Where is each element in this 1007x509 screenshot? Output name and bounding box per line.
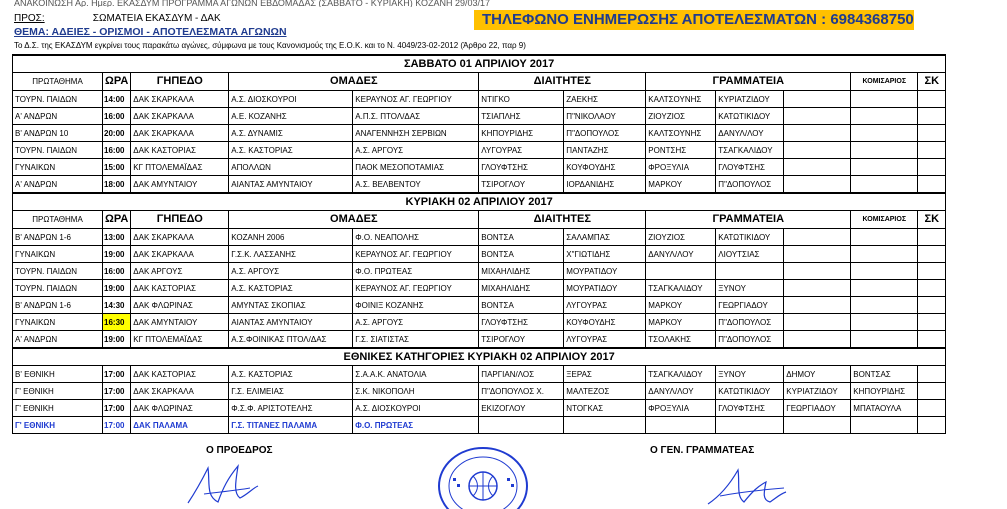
match-row	[13, 159, 946, 176]
secretary-3-cell	[784, 91, 851, 108]
commissioner-cell	[851, 331, 918, 349]
secretary-2-cell: ΞΥΝΟΥ	[716, 366, 784, 383]
secretary-1-cell: ΚΑΛΤΣΟΥΝΗΣ	[646, 125, 716, 142]
away-team-cell: ΚΕΡΑΥΝΟΣ ΑΓ. ΓΕΩΡΓΙΟΥ	[353, 246, 479, 263]
match-row	[13, 331, 946, 349]
referee-1-cell: ΒΟΝΤΣΑ	[479, 297, 564, 314]
referee-1-cell: ΒΟΝΤΣΑ	[479, 229, 564, 246]
col-referees: ΔΙΑΙΤΗΤΕΣ	[479, 73, 646, 91]
championship-cell: Γ' ΕΘΝΙΚΗ	[13, 383, 103, 400]
secretary-1-cell: ΦΡΟΞΥΛΙΑ	[646, 400, 716, 417]
home-team-cell: Α.Σ. ΚΑΣΤΟΡΙΑΣ	[229, 366, 353, 383]
secretary-2-cell: Π"ΔΟΠΟΥΛΟΣ	[716, 314, 784, 331]
col-championship: ΠΡΩΤΑΘΗΜΑ	[13, 73, 103, 91]
away-team-cell: Φ.Ο. ΝΕΑΠΟΛΗΣ	[353, 229, 479, 246]
secretary-3-cell	[784, 417, 851, 434]
col-secretariat: ΓΡΑΜΜΑΤΕΙΑ	[646, 73, 851, 91]
venue-cell: ΔΑΚ ΣΚΑΡΚΑΛΑ	[131, 125, 229, 142]
referee-1-cell: ΜΙΧΑΗΛΙΔΗΣ	[479, 280, 564, 297]
venue-cell: ΔΑΚ ΦΛΩΡΙΝΑΣ	[131, 297, 229, 314]
referee-2-cell: Π"ΔΟΠΟΥΛΟΣ	[564, 125, 646, 142]
secretary-2-cell: ΓΕΩΡΓΙΑΔΟΥ	[716, 297, 784, 314]
commissioner-cell: ΜΠΑΤΑΟΥΛΑ	[851, 400, 918, 417]
score-cell	[918, 417, 946, 434]
score-cell	[918, 297, 946, 314]
results-phone-banner: ΤΗΛΕΦΩΝΟ ΕΝΗΜΕΡΩΣΗΣ ΑΠΟΤΕΛΕΣΜΑΤΩΝ : 6984368750	[474, 10, 914, 30]
section-title: ΣΑΒΒΑΤΟ 01 ΑΠΡΙΛΙΟΥ 2017	[13, 55, 946, 73]
secretary-3-cell	[784, 263, 851, 280]
col-venue: ΓΗΠΕΔΟ	[131, 211, 229, 229]
secretary-2-cell: ΔΑΝΥΛ/ΛΟΥ	[716, 125, 784, 142]
commissioner-cell	[851, 314, 918, 331]
secretary-3-cell: ΚΥΡΙΑΤΖΙΔΟΥ	[784, 383, 851, 400]
col-time: ΩΡΑ	[103, 211, 131, 229]
match-row	[13, 366, 946, 383]
venue-cell: ΔΑΚ ΣΚΑΡΚΑΛΑ	[131, 91, 229, 108]
commissioner-cell	[851, 142, 918, 159]
score-cell	[918, 331, 946, 349]
home-team-cell: Γ.Σ. ΤΙΤΑΝΕΣ ΠΑΛΑΜΑ	[229, 417, 353, 434]
referee-2-cell: ΚΟΥΦΟΥΔΗΣ	[564, 314, 646, 331]
secretary-3-cell	[784, 108, 851, 125]
col-score: ΣΚ	[918, 73, 946, 91]
referee-2-cell: ΣΑΛΑΜΠΑΣ	[564, 229, 646, 246]
referee-2-cell: ΜΟΥΡΑΤΙΔΟΥ	[564, 263, 646, 280]
venue-cell: ΔΑΚ ΠΑΛΑΜΑ	[131, 417, 229, 434]
home-team-cell: Α.Σ.ΦΟΙΝΙΚΑΣ ΠΤΟΛ/ΔΑΣ	[229, 331, 353, 349]
championship-cell: ΓΥΝΑΙΚΩΝ	[13, 246, 103, 263]
secretary-2-cell: ΞΥΝΟΥ	[716, 280, 784, 297]
referee-2-cell: ΞΕΡΑΣ	[564, 366, 646, 383]
away-team-cell: Φ.Ο. ΠΡΩΤΕΑΣ	[353, 417, 479, 434]
score-cell	[918, 176, 946, 194]
referee-2-cell: ΜΑΛΤΕΖΟΣ	[564, 383, 646, 400]
home-team-cell: ΑΙΑΝΤΑΣ ΑΜΥΝΤΑΙΟΥ	[229, 176, 353, 194]
championship-cell: Α' ΑΝΔΡΩΝ	[13, 331, 103, 349]
col-time: ΩΡΑ	[103, 73, 131, 91]
venue-cell: ΔΑΚ ΣΚΑΡΚΑΛΑ	[131, 108, 229, 125]
away-team-cell: Α.Σ. ΔΙΟΣΚΟΥΡΟΙ	[353, 400, 479, 417]
match-row	[13, 91, 946, 108]
col-venue: ΓΗΠΕΔΟ	[131, 73, 229, 91]
secretary-label: Ο ΓΕΝ. ΓΡΑΜΜΑΤΕΑΣ	[650, 445, 755, 456]
score-cell	[918, 229, 946, 246]
away-team-cell: Α.Σ. ΑΡΓΟΥΣ	[353, 314, 479, 331]
championship-cell: ΤΟΥΡΝ. ΠΑΙΔΩΝ	[13, 142, 103, 159]
home-team-cell: Γ.Σ.Κ. ΛΑΣΣΑΝΗΣ	[229, 246, 353, 263]
home-team-cell: Α.Σ. ΑΡΓΟΥΣ	[229, 263, 353, 280]
time-cell: 19:00	[103, 246, 131, 263]
commissioner-cell	[851, 108, 918, 125]
away-team-cell: ΑΝΑΓΕΝΝΗΣΗ ΣΕΡΒΙΩΝ	[353, 125, 479, 142]
venue-cell: ΚΓ ΠΤΟΛΕΜΑΪΔΑΣ	[131, 159, 229, 176]
secretary-3-cell: ΓΕΩΡΓΙΑΔΟΥ	[784, 400, 851, 417]
secretary-2-cell: Π"ΔΟΠΟΥΛΟΣ	[716, 176, 784, 194]
secretary-2-cell: Π"ΔΟΠΟΥΛΟΣ	[716, 331, 784, 349]
col-teams: ΟΜΑΔΕΣ	[229, 211, 479, 229]
secretary-2-cell: ΚΥΡΙΑΤΖΙΔΟΥ	[716, 91, 784, 108]
secretary-1-cell: ΚΑΛΤΣΟΥΝΗΣ	[646, 91, 716, 108]
time-cell: 15:00	[103, 159, 131, 176]
championship-cell: ΤΟΥΡΝ. ΠΑΙΔΩΝ	[13, 263, 103, 280]
away-team-cell: Σ.Κ. ΝΙΚΟΠΟΛΗ	[353, 383, 479, 400]
away-team-cell: Α.Σ. ΑΡΓΟΥΣ	[353, 142, 479, 159]
secretary-3-cell	[784, 229, 851, 246]
commissioner-cell	[851, 297, 918, 314]
venue-cell: ΔΑΚ ΚΑΣΤΟΡΙΑΣ	[131, 366, 229, 383]
score-cell	[918, 366, 946, 383]
column-header-row	[13, 211, 946, 229]
venue-cell: ΔΑΚ ΚΑΣΤΟΡΙΑΣ	[131, 142, 229, 159]
referee-2-cell: Π"ΝΙΚΟΛΑΟΥ	[564, 108, 646, 125]
time-cell: 13:00	[103, 229, 131, 246]
away-team-cell: Γ.Σ. ΣΙΑΤΙΣΤΑΣ	[353, 331, 479, 349]
commissioner-cell	[851, 159, 918, 176]
secretary-3-cell	[784, 314, 851, 331]
match-row	[13, 108, 946, 125]
time-cell: 14:30	[103, 297, 131, 314]
secretary-2-cell: ΚΑΤΩΤΙΚΙΔΟΥ	[716, 108, 784, 125]
time-cell: 17:00	[103, 417, 131, 434]
secretary-2-cell: ΚΑΤΩΤΙΚΙΔΟΥ	[716, 383, 784, 400]
venue-cell: ΔΑΚ ΑΡΓΟΥΣ	[131, 263, 229, 280]
match-row	[13, 400, 946, 417]
secretary-2-cell: ΚΑΤΩΤΙΚΙΔΟΥ	[716, 229, 784, 246]
secretary-3-cell	[784, 176, 851, 194]
home-team-cell: ΑΠΟΛΛΩΝ	[229, 159, 353, 176]
schedule-table	[12, 54, 946, 434]
section-title-row	[13, 348, 946, 366]
home-team-cell: Α.Ε. ΚΟΖΑΝΗΣ	[229, 108, 353, 125]
away-team-cell: Φ.Ο. ΠΡΩΤΕΑΣ	[353, 263, 479, 280]
secretary-2-cell: ΤΣΑΓΚΑΛΙΔΟΥ	[716, 142, 784, 159]
referee-1-cell: ΒΟΝΤΣΑ	[479, 246, 564, 263]
score-cell	[918, 125, 946, 142]
match-row	[13, 176, 946, 194]
venue-cell: ΔΑΚ ΣΚΑΡΚΑΛΑ	[131, 383, 229, 400]
championship-cell: Β' ΑΝΔΡΩΝ 1-6	[13, 297, 103, 314]
secretary-3-cell	[784, 125, 851, 142]
home-team-cell: Α.Σ. ΚΑΣΤΟΡΙΑΣ	[229, 142, 353, 159]
time-cell: 16:00	[103, 108, 131, 125]
approval-note: Το Δ.Σ. της ΕΚΑΣΔΥΜ εγκρίνει τους παρακάτω αγώνες, σύμφωνα με τους Κανονισμούς της Ε.Ο.Κ. και το Ν. 4049/23-02-2012 (Άρθρο 22, παρ 9)	[14, 41, 526, 50]
section-title: ΚΥΡΙΑΚΗ 02 ΑΠΡΙΛΙΟΥ 2017	[13, 193, 946, 211]
referee-1-cell: ΕΚΙΖΟΓΛΟΥ	[479, 400, 564, 417]
referee-2-cell: Χ"ΓΙΩΤΙΔΗΣ	[564, 246, 646, 263]
recipient-value: ΣΩΜΑΤΕΙΑ ΕΚΑΣΔΥΜ - ΔΑΚ	[92, 13, 221, 24]
match-row	[13, 246, 946, 263]
commissioner-cell	[851, 125, 918, 142]
referee-2-cell	[564, 417, 646, 434]
match-row	[13, 280, 946, 297]
referee-1-cell: Π"ΔΟΠΟΥΛΟΣ Χ.	[479, 383, 564, 400]
secretary-2-cell	[716, 263, 784, 280]
away-team-cell: ΚΕΡΑΥΝΟΣ ΑΓ. ΓΕΩΡΓΙΟΥ	[353, 91, 479, 108]
secretary-2-cell: ΓΛΟΥΦΤΣΗΣ	[716, 159, 784, 176]
secretary-1-cell: ΤΣΑΓΚΑΛΙΔΟΥ	[646, 366, 716, 383]
score-cell	[918, 280, 946, 297]
referee-1-cell: ΜΙΧΑΗΛΙΔΗΣ	[479, 263, 564, 280]
section-title: ΕΘΝΙΚΕΣ ΚΑΤΗΓΟΡΙΕΣ ΚΥΡΙΑΚΗ 02 ΑΠΡΙΛΙΟΥ 2017	[13, 348, 946, 366]
match-row	[13, 125, 946, 142]
match-row	[13, 314, 946, 331]
score-cell	[918, 383, 946, 400]
referee-2-cell: ΠΑΝΤΑΖΗΣ	[564, 142, 646, 159]
col-championship: ΠΡΩΤΑΘΗΜΑ	[13, 211, 103, 229]
away-team-cell: ΠΑΟΚ ΜΕΣΟΠΟΤΑΜΙΑΣ	[353, 159, 479, 176]
away-team-cell: Α.Σ. ΒΕΛΒΕΝΤΟΥ	[353, 176, 479, 194]
venue-cell: ΔΑΚ ΑΜΥΝΤΑΙΟΥ	[131, 176, 229, 194]
time-cell: 17:00	[103, 383, 131, 400]
referee-1-cell: ΤΣΙΡΟΓΛΟΥ	[479, 331, 564, 349]
home-team-cell: Φ.Σ.Φ. ΑΡΙΣΤΟΤΕΛΗΣ	[229, 400, 353, 417]
secretary-signature	[700, 462, 790, 509]
championship-cell: Β' ΑΝΔΡΩΝ 1-6	[13, 229, 103, 246]
time-cell: 19:00	[103, 280, 131, 297]
commissioner-cell	[851, 417, 918, 434]
secretary-2-cell	[716, 417, 784, 434]
referee-1-cell: ΓΛΟΥΦΤΣΗΣ	[479, 314, 564, 331]
home-team-cell: Α.Σ. ΔΙΟΣΚΟΥΡΟΙ	[229, 91, 353, 108]
score-cell	[918, 314, 946, 331]
secretary-3-cell	[784, 280, 851, 297]
referee-1-cell: ΚΗΠΟΥΡΙΔΗΣ	[479, 125, 564, 142]
match-row	[13, 417, 946, 434]
championship-cell: Α' ΑΝΔΡΩΝ	[13, 176, 103, 194]
score-cell	[918, 159, 946, 176]
time-cell: 18:00	[103, 176, 131, 194]
championship-cell: Γ' ΕΘΝΙΚΗ	[13, 417, 103, 434]
secretary-1-cell: ΦΡΟΞΥΛΙΑ	[646, 159, 716, 176]
venue-cell: ΔΑΚ ΚΑΣΤΟΡΙΑΣ	[131, 280, 229, 297]
president-label: Ο ΠΡΟΕΔΡΟΣ	[206, 445, 273, 456]
secretary-1-cell	[646, 263, 716, 280]
time-cell: 19:00	[103, 331, 131, 349]
president-signature	[178, 458, 268, 509]
home-team-cell: Α.Σ. ΚΑΣΤΟΡΙΑΣ	[229, 280, 353, 297]
away-team-cell: ΚΕΡΑΥΝΟΣ ΑΓ. ΓΕΩΡΓΙΟΥ	[353, 280, 479, 297]
referee-2-cell: ΙΟΡΔΑΝΙΔΗΣ	[564, 176, 646, 194]
home-team-cell: Γ.Σ. ΕΛΙΜΕΙΑΣ	[229, 383, 353, 400]
secretary-1-cell: ΔΑΝΥΛ/ΛΟΥ	[646, 246, 716, 263]
recipient-label: ΠΡΟΣ:	[14, 13, 45, 24]
commissioner-cell: ΒΟΝΤΣΑΣ	[851, 366, 918, 383]
secretary-3-cell	[784, 246, 851, 263]
referee-2-cell: ΛΥΓΟΥΡΑΣ	[564, 297, 646, 314]
col-teams: ΟΜΑΔΕΣ	[229, 73, 479, 91]
match-row	[13, 383, 946, 400]
time-cell: 16:00	[103, 142, 131, 159]
recipient-line	[14, 13, 221, 24]
home-team-cell: ΑΙΑΝΤΑΣ ΑΜΥΝΤΑΙΟΥ	[229, 314, 353, 331]
subject-line: ΘΕΜΑ: ΑΔΕΙΕΣ - ΟΡΙΣΜΟΙ - ΑΠΟΤΕΛΕΣΜΑΤΑ ΑΓΩΝΩΝ	[14, 26, 287, 38]
secretary-3-cell	[784, 297, 851, 314]
referee-1-cell: ΓΛΟΥΦΤΣΗΣ	[479, 159, 564, 176]
referee-2-cell: ΛΥΓΟΥΡΑΣ	[564, 331, 646, 349]
time-cell: 20:00	[103, 125, 131, 142]
commissioner-cell	[851, 176, 918, 194]
match-row	[13, 142, 946, 159]
venue-cell: ΔΑΚ ΑΜΥΝΤΑΙΟΥ	[131, 314, 229, 331]
commissioner-cell	[851, 229, 918, 246]
secretary-2-cell: ΛΙΟΥΤΣΙΑΣ	[716, 246, 784, 263]
commissioner-cell: ΚΗΠΟΥΡΙΔΗΣ	[851, 383, 918, 400]
commissioner-cell	[851, 91, 918, 108]
secretary-2-cell: ΓΛΟΥΦΤΣΗΣ	[716, 400, 784, 417]
referee-1-cell: ΤΣΙΡΟΓΛΟΥ	[479, 176, 564, 194]
col-secretariat: ΓΡΑΜΜΑΤΕΙΑ	[646, 211, 851, 229]
col-referees: ΔΙΑΙΤΗΤΕΣ	[479, 211, 646, 229]
score-cell	[918, 91, 946, 108]
referee-2-cell: ΚΟΥΦΟΥΔΗΣ	[564, 159, 646, 176]
secretary-3-cell	[784, 331, 851, 349]
venue-cell: ΔΑΚ ΣΚΑΡΚΑΛΑ	[131, 246, 229, 263]
referee-1-cell: ΛΥΓΟΥΡΑΣ	[479, 142, 564, 159]
championship-cell: ΓΥΝΑΙΚΩΝ	[13, 314, 103, 331]
score-cell	[918, 246, 946, 263]
secretary-1-cell	[646, 417, 716, 434]
championship-cell: ΓΥΝΑΙΚΩΝ	[13, 159, 103, 176]
time-cell: 16:30	[103, 314, 131, 331]
referee-1-cell: ΝΤΙΓΚΟ	[479, 91, 564, 108]
score-cell	[918, 142, 946, 159]
time-cell: 17:00	[103, 366, 131, 383]
col-commissioner: ΚΟΜΙΣΑΡΙΟΣ	[851, 211, 918, 229]
commissioner-cell	[851, 263, 918, 280]
cut-top-line: ΑΝΑΚΟΙΝΩΣΗ Αρ. Ημερ. ΕΚΑΣΔΥΜ ΠΡΟΓΡΑΜΜΑ ΑΓΩΝΩΝ ΕΒΔΟΜΑΔΑΣ (ΣΑΒΒΑΤΟ - ΚΥΡΙΑΚΗ) ΚΟΖΑΝΗ 29/03/17	[14, 0, 491, 7]
referee-2-cell: ΝΤΟΓΚΑΣ	[564, 400, 646, 417]
away-team-cell: ΦΟΙΝΙΞ ΚΟΖΑΝΗΣ	[353, 297, 479, 314]
commissioner-cell	[851, 280, 918, 297]
championship-cell: Α' ΑΝΔΡΩΝ	[13, 108, 103, 125]
secretary-1-cell: ΡΟΝΤΣΗΣ	[646, 142, 716, 159]
referee-1-cell	[479, 417, 564, 434]
score-cell	[918, 108, 946, 125]
referee-1-cell: ΤΣΙΑΠΛΗΣ	[479, 108, 564, 125]
score-cell	[918, 263, 946, 280]
section-title-row	[13, 193, 946, 211]
championship-cell: ΤΟΥΡΝ. ΠΑΙΔΩΝ	[13, 280, 103, 297]
referee-1-cell: ΠΑΡΓΙΑΝ/ΛΟΣ	[479, 366, 564, 383]
venue-cell: ΚΓ ΠΤΟΛΕΜΑΪΔΑΣ	[131, 331, 229, 349]
referee-2-cell: ΖΑΕΚΗΣ	[564, 91, 646, 108]
section-title-row	[13, 55, 946, 73]
venue-cell: ΔΑΚ ΣΚΑΡΚΑΛΑ	[131, 229, 229, 246]
secretary-1-cell: ΖΙΟΥΖΙΟΣ	[646, 108, 716, 125]
away-team-cell: Α.Π.Σ. ΠΤΟΛ/ΔΑΣ	[353, 108, 479, 125]
championship-cell: ΤΟΥΡΝ. ΠΑΙΔΩΝ	[13, 91, 103, 108]
championship-cell: Β' ΕΘΝΙΚΗ	[13, 366, 103, 383]
col-score: ΣΚ	[918, 211, 946, 229]
time-cell: 16:00	[103, 263, 131, 280]
match-row	[13, 263, 946, 280]
secretary-3-cell	[784, 159, 851, 176]
secretary-1-cell: ΜΑΡΚΟΥ	[646, 297, 716, 314]
time-cell: 17:00	[103, 400, 131, 417]
home-team-cell: ΚΟΖΑΝΗ 2006	[229, 229, 353, 246]
venue-cell: ΔΑΚ ΦΛΩΡΙΝΑΣ	[131, 400, 229, 417]
match-row	[13, 229, 946, 246]
home-team-cell: Α.Σ. ΔΥΝΑΜΙΣ	[229, 125, 353, 142]
secretary-1-cell: ΔΑΝΥΛ/ΛΟΥ	[646, 383, 716, 400]
commissioner-cell	[851, 246, 918, 263]
secretary-1-cell: ΤΣΑΓΚΑΛΙΔΟΥ	[646, 280, 716, 297]
score-cell	[918, 400, 946, 417]
col-commissioner: ΚΟΜΙΣΑΡΙΟΣ	[851, 73, 918, 91]
referee-2-cell: ΜΟΥΡΑΤΙΔΟΥ	[564, 280, 646, 297]
home-team-cell: ΑΜΥΝΤΑΣ ΣΚΟΠΙΑΣ	[229, 297, 353, 314]
secretary-1-cell: ΜΑΡΚΟΥ	[646, 314, 716, 331]
association-seal	[435, 446, 531, 509]
secretary-1-cell: ΜΑΡΚΟΥ	[646, 176, 716, 194]
column-header-row	[13, 73, 946, 91]
championship-cell: Γ' ΕΘΝΙΚΗ	[13, 400, 103, 417]
secretary-1-cell: ΤΣΟΛΑΚΗΣ	[646, 331, 716, 349]
championship-cell: Β' ΑΝΔΡΩΝ 10	[13, 125, 103, 142]
match-row	[13, 297, 946, 314]
secretary-3-cell	[784, 142, 851, 159]
secretary-3-cell: ΔΗΜΟΥ	[784, 366, 851, 383]
away-team-cell: Σ.Α.Α.Κ. ΑΝΑΤΟΛΙΑ	[353, 366, 479, 383]
secretary-1-cell: ΖΙΟΥΖΙΟΣ	[646, 229, 716, 246]
time-cell: 14:00	[103, 91, 131, 108]
